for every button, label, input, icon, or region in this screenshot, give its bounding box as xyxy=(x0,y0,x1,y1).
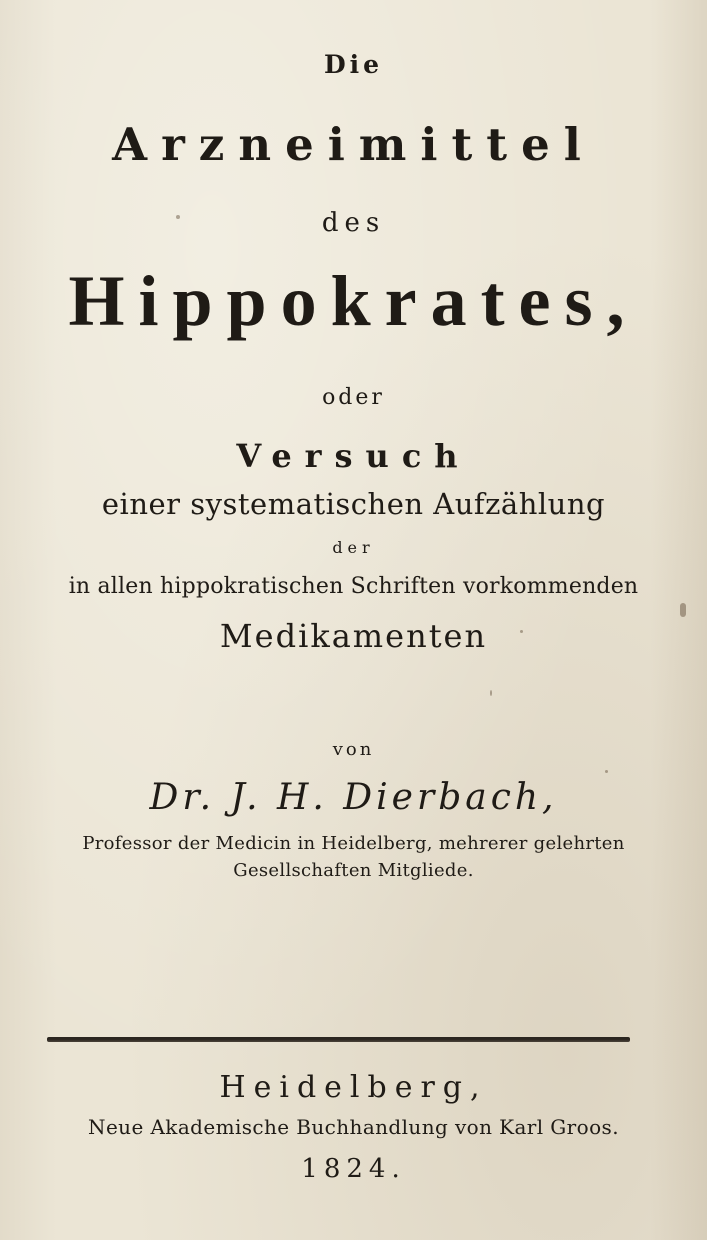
title-arzneimittel: Arzneimittel xyxy=(112,118,595,171)
title-article: Die xyxy=(323,50,384,79)
title-des: des xyxy=(321,208,386,238)
subtitle-einer: einer systematischen Aufzählung xyxy=(101,487,606,521)
subtitle-medikamenten: Medikamenten xyxy=(219,617,488,655)
imprint-place: Heidelberg, xyxy=(219,1070,488,1105)
title-hippokrates: Hippokrates, xyxy=(68,261,639,341)
paper-speck xyxy=(605,770,608,773)
author-name: Dr. J. H. Dierbach, xyxy=(149,777,558,818)
author-membership: Gesellschaften Mitgliede. xyxy=(233,860,474,881)
subtitle-der: der xyxy=(332,538,375,557)
paper-speck xyxy=(490,690,492,696)
divider-rule xyxy=(47,1037,630,1042)
paper-speck xyxy=(176,215,180,219)
subtitle-versuch: Versuch xyxy=(236,437,471,475)
paper-speck xyxy=(680,603,686,617)
imprint-publisher: Neue Akademische Buchhandlung von Karl Groos. xyxy=(88,1115,619,1139)
subtitle-in-allen: in allen hippokratischen Schriften vorkommenden xyxy=(68,574,639,599)
paper-speck xyxy=(520,630,523,633)
title-oder: oder xyxy=(322,385,385,410)
imprint-year: 1824. xyxy=(301,1154,406,1184)
author-affiliation: Professor der Medicin in Heidelberg, mehrerer gelehrten xyxy=(82,833,625,854)
author-von: von xyxy=(332,739,375,760)
